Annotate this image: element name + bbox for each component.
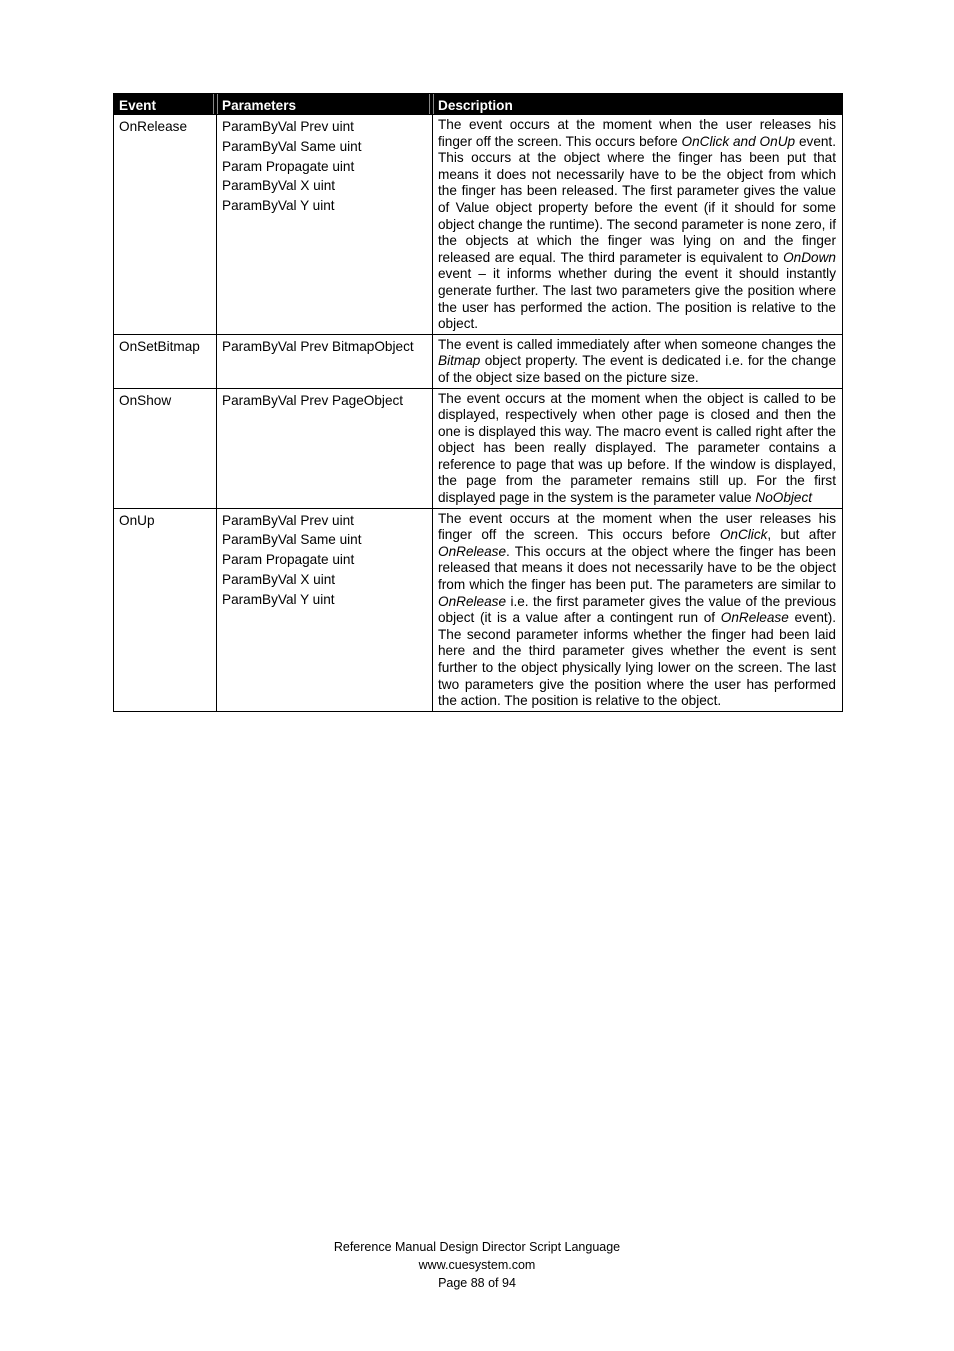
footer-title: Reference Manual Design Director Script Language <box>333 1240 621 1254</box>
parameter-line: ParamByVal Y uint <box>222 198 335 214</box>
header-parameters-label: Parameters <box>222 97 297 113</box>
description-text: The event is called immediately after when someone changes the <box>438 336 836 352</box>
description-text: i.e. the first parameter gives the value of the previous object (it is a value after a contingent run of <box>438 593 836 626</box>
description-italic-term: OnRelease <box>720 610 789 626</box>
description-cell <box>433 508 843 711</box>
description-cell <box>433 388 843 508</box>
description-text: event – it informs whether during the event it should instantly generate further. The last two parameters give the position where the user has performed the action. The position is relative to the object. <box>438 266 836 332</box>
event-name: OnRelease <box>119 119 188 134</box>
parameters-cell <box>217 508 433 711</box>
parameters-cell <box>217 334 433 388</box>
description-text: event. This occurs at the object where the finger has been put that means it does not necessarily have to be the object from which the finger has been released. The first parameter gives the value of Value object property before the event (if it should for some object change the runtime). The second parameter is none zero, if the objects at which the finger was lying on and the finger released are equal. The third parameter is equivalent to <box>438 133 836 265</box>
parameter-line: ParamByVal Prev PageObject <box>222 392 404 408</box>
table-row <box>114 115 843 335</box>
description-text: object property. The event is dedicated i.e. for the change of the object size based on the picture size. <box>438 353 836 385</box>
table-header-row <box>114 94 843 115</box>
event-cell <box>114 388 217 508</box>
table-row <box>114 388 843 508</box>
table-row <box>114 508 843 711</box>
parameter-line: ParamByVal Same uint <box>222 532 362 548</box>
description-cell <box>433 334 843 388</box>
parameters-cell <box>217 115 433 335</box>
description-text: . This occurs at the object where the finger has been released that means it does not necessarily have to be the object from which the finger has been put. The parameters are similar to <box>438 543 836 593</box>
parameter-line: ParamByVal Prev uint <box>222 119 354 134</box>
parameter-line: ParamByVal Prev BitmapObject <box>222 338 414 354</box>
parameter-line: ParamByVal X uint <box>222 572 336 588</box>
parameter-line: ParamByVal Prev uint <box>222 512 354 528</box>
event-cell <box>114 508 217 711</box>
page-footer <box>0 1238 954 1292</box>
event-name: OnSetBitmap <box>119 338 200 354</box>
footer-page-number: Page 88 of 94 <box>438 1276 516 1290</box>
event-name: OnUp <box>119 512 155 528</box>
event-cell <box>114 334 217 388</box>
description-text: The event occurs at the moment when the user releases his finger off the screen. This occurs before <box>438 117 836 149</box>
table-body <box>114 115 843 712</box>
description-italic-term: OnClick <box>719 527 768 543</box>
parameter-line: Param Propagate uint <box>222 552 355 568</box>
event-name: OnShow <box>119 392 172 408</box>
description-italic-term: OnRelease <box>438 543 507 559</box>
parameter-line: ParamByVal Y uint <box>222 591 335 607</box>
header-event: Event <box>114 94 217 115</box>
event-cell <box>114 115 217 335</box>
parameters-cell <box>217 388 433 508</box>
footer-website: www.cuesystem.com <box>418 1258 536 1272</box>
column-separator <box>429 94 434 114</box>
parameter-line: ParamByVal Same uint <box>222 138 362 154</box>
table-row <box>114 334 843 388</box>
header-description-label: Description <box>438 97 513 113</box>
header-description <box>433 94 843 115</box>
description-text: event). The second parameter informs whether the finger had been laid here and the third parameter gives whether the event is sent further to the object physically lying lower on the screen. The last two parameters give the position where the user has performed the action. The position is relative to the object. <box>438 610 837 709</box>
description-italic-term: OnClick and OnUp <box>681 133 796 149</box>
parameter-line: ParamByVal X uint <box>222 178 336 194</box>
header-parameters <box>217 94 433 115</box>
description-text: The event occurs at the moment when the object is called to be displayed, respectively when other page is closed and then the one is displayed this way. The macro event is called right after the object has been really displayed. The parameter contains a reference to page that was up before. If the window is displayed, the page from the parameter remains still up. For the first displayed page in the system is the parameter value <box>438 390 836 506</box>
description-italic-term: OnDown <box>783 249 836 265</box>
parameter-line: Param Propagate uint <box>222 158 355 174</box>
description-italic-term: OnRelease <box>438 593 507 609</box>
description-italic-term: Bitmap <box>438 353 481 369</box>
description-text: , but after <box>767 527 836 543</box>
event-reference-table <box>113 93 843 712</box>
description-cell <box>433 115 843 335</box>
description-italic-term: NoObject <box>755 490 813 506</box>
description-text: The event occurs at the moment when the user releases his finger off the screen. This occurs before <box>438 510 836 543</box>
column-separator <box>213 94 218 114</box>
